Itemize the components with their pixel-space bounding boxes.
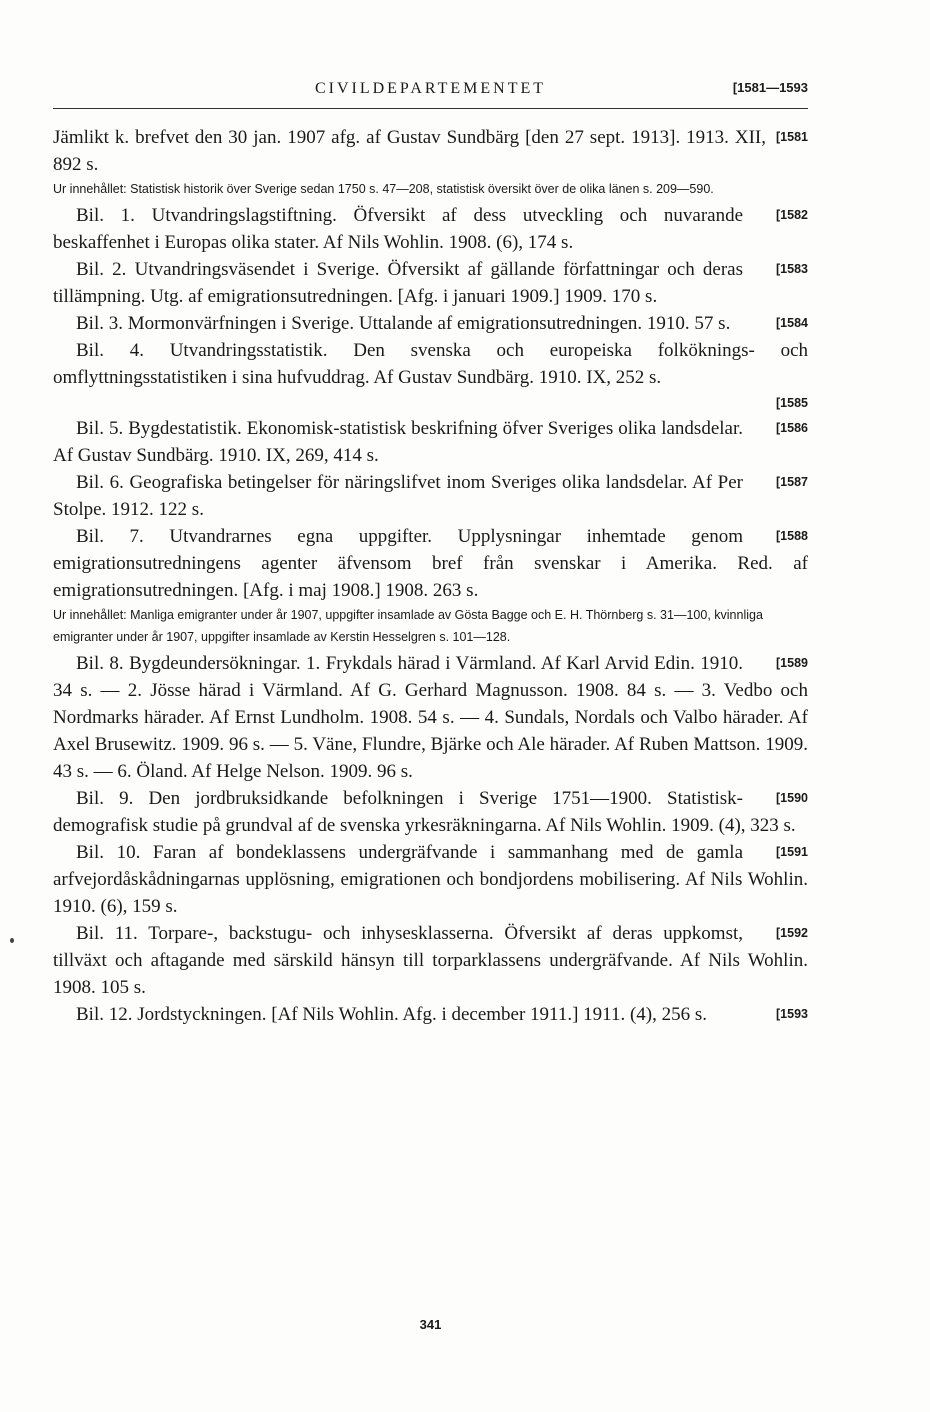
entry-1587 xyxy=(53,469,808,523)
entry-text: Bil. 9. Den jordbruksidkande befolkningen i Sverige 1751—1900. Statistisk-demografisk studie på grundval af de svenska yrkesräkningarna. Af Nils Wohlin. 1909. (4), 323 s. xyxy=(53,788,796,836)
entry-number: [1592 xyxy=(776,926,808,940)
header-range: [1581—1593 xyxy=(732,80,808,95)
page xyxy=(53,80,808,1332)
entry-number: [1586 xyxy=(776,421,808,435)
entry-number: [1591 xyxy=(776,845,808,859)
entry-text: Bil. 8. Bygdeundersökningar. 1. Frykdals härad i Värmland. Af Karl Arvid Edin. 1910. 34 s. — 2. Jösse härad i Värmland. Af G. Gerhard Magnusson. 1908. 84 s. — 3. Vedbo och Nordmarks härader. Af Ernst Lundholm. 1908. 54 s. — 4. Sundals, Nordals och Valbo härader. Af Axel Brusewitz. 1909. 96 s. — 5. Väne, Flundre, Bjärke och Ale härader. Af Ruben Mattson. 1909. 43 s. — 6. Öland. Af Helge Nelson. 1909. 96 s. xyxy=(53,653,808,782)
entry-text: Bil. 1. Utvandringslagstiftning. Öfversikt af dess utveckling och nuvarande beskaffenhet i Europas olika stater. Af Nils Wohlin. 1908. (6), 174 s. xyxy=(53,205,744,253)
entry-number: [1582 xyxy=(776,208,808,222)
page-number: 341 xyxy=(419,1317,442,1332)
entry-text: Bil. 5. Bygdestatistik. Ekonomisk-statistisk beskrifning öfver Sveriges olika landsdelar. Af Gustav Sundbärg. 1910. IX, 269, 414 s. xyxy=(53,418,744,466)
entry-1590 xyxy=(53,785,808,839)
entry-number: [1581 xyxy=(776,130,808,144)
entry-1588 xyxy=(53,523,808,648)
margin-dot xyxy=(10,938,14,943)
entry-text: Bil. 11. Torpare-, backstugu- och inhysesklasserna. Öfversikt af deras uppkomst, tillväxt och aftagande med särskild hänsyn till torparklassens undergräfvande. Af Nils Wohlin. 1908. 105 s. xyxy=(53,923,808,998)
entry-number: [1593 xyxy=(776,1007,808,1021)
entry-1582 xyxy=(53,202,808,256)
entry-text: Bil. 7. Utvandrarnes egna uppgifter. Upplysningar inhemtade genom emigrationsutredningens agenter äfvensom bref från svenskar i Amerika. Red. af emigrationsutredningen. [Afg. i maj 1908.] 1908. 263 s. xyxy=(53,526,808,601)
running-header xyxy=(53,80,808,109)
entry-number: [1590 xyxy=(776,791,808,805)
entry-text: Bil. 2. Utvandringsväsendet i Sverige. Öfversikt af gällande författningar och deras tillämpning. Utg. af emigrationsutredningen. [Afg. i januari 1909.] 1909. 170 s. xyxy=(53,259,744,307)
entry-text: Jämlikt k. brefvet den 30 jan. 1907 afg. af Gustav Sundbärg [den 27 sept. 1913]. 1913. XII, 892 s. xyxy=(53,127,767,175)
entry-1592 xyxy=(53,920,808,1001)
entry-number: [1587 xyxy=(776,475,808,489)
entry-1583 xyxy=(53,256,808,310)
entry-text: Bil. 12. Jordstyckningen. [Af Nils Wohlin. Afg. i december 1911.] 1911. (4), 256 s. xyxy=(76,1004,708,1025)
entry-1589 xyxy=(53,650,808,785)
entry-text: Bil. 4. Utvandringsstatistik. Den svenska och europeiska folköknings- och omflyttningsstatistiken i sina hufvuddrag. Af Gustav Sundbärg. 1910. IX, 252 s. xyxy=(53,340,808,388)
entry-number: [1583 xyxy=(776,262,808,276)
header-title: CIVILDEPARTEMENTET xyxy=(314,80,547,97)
entry-note: Ur innehållet: Manliga emigranter under år 1907, uppgifter insamlade av Gösta Bagge och E. H. Thörnberg s. 31—100, kvinnliga emigranter under år 1907, uppgifter insamlade av Kerstin Hesselgren s. 101—128. xyxy=(53,608,763,644)
entry-1586 xyxy=(53,415,808,469)
entry-1585 xyxy=(53,337,808,415)
entry-list xyxy=(53,124,808,1028)
entry-note: Ur innehållet: Statistisk historik över Sverige sedan 1750 s. 47—208, statistisk översikt över de olika länen s. 209—590. xyxy=(53,182,714,196)
entry-text: Bil. 6. Geografiska betingelser för näringslifvet inom Sveriges olika landsdelar. Af Per Stolpe. 1912. 122 s. xyxy=(53,472,744,520)
entry-number: [1585 xyxy=(776,396,808,410)
entry-1581 xyxy=(53,124,808,200)
entry-1593 xyxy=(53,1001,808,1028)
entry-number: [1589 xyxy=(776,656,808,670)
entry-text: Bil. 10. Faran af bondeklassens undergräfvande i sammanhang med de gamla arfvejordåskådningarnas upplösning, emigrationen och bondjordens mobilisering. Af Nils Wohlin. 1910. (6), 159 s. xyxy=(53,842,808,917)
entry-1584 xyxy=(53,310,808,337)
entry-text: Bil. 3. Mormonvärfningen i Sverige. Uttalande af emigrationsutredningen. 1910. 57 s. xyxy=(76,313,731,334)
entry-number: [1588 xyxy=(776,529,808,543)
entry-1591 xyxy=(53,839,808,920)
entry-number: [1584 xyxy=(776,316,808,330)
